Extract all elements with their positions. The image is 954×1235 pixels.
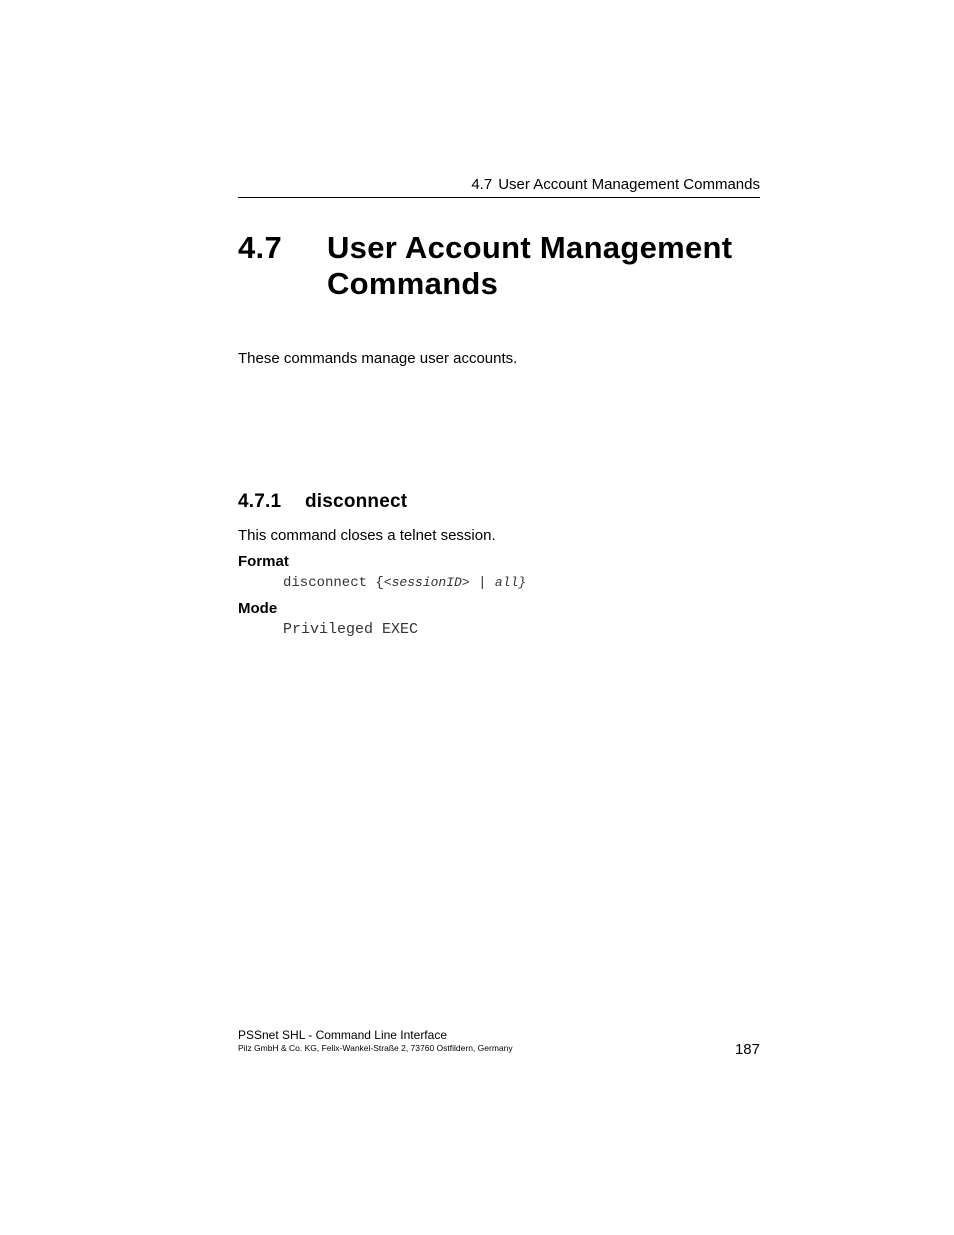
running-header [238, 175, 760, 194]
format-label: Format [238, 553, 289, 570]
chapter-title [327, 230, 767, 302]
running-header-section-number: 4.7 [471, 176, 493, 193]
section-description: This command closes a telnet session. [238, 527, 496, 544]
format-param-session-id: <sessionID> [383, 575, 470, 590]
footer-product-name: PSSnet SHL - Command Line Interface [238, 1028, 447, 1042]
section-number: 4.7.1 [238, 491, 282, 512]
running-header-section-title: User Account Management Commands [498, 176, 760, 193]
format-command: disconnect [283, 575, 368, 591]
header-divider [238, 197, 760, 198]
section-title: disconnect [305, 491, 408, 512]
mode-label: Mode [238, 600, 278, 617]
format-brace-open: { [375, 575, 384, 591]
format-param-all: all} [494, 575, 527, 590]
chapter-title-line-1: User Account Management [327, 230, 733, 265]
page-number: 187 [734, 1041, 760, 1058]
mode-value: Privileged EXEC [283, 621, 419, 638]
format-pipe: | [478, 575, 487, 591]
format-syntax [283, 574, 526, 592]
footer-address: Pilz GmbH & Co. KG, Felix-Wankel-Straße 2, 73760 Ostfildern, Germany [238, 1043, 513, 1053]
chapter-intro: These commands manage user accounts. [238, 350, 518, 367]
chapter-title-line-2: Commands [327, 266, 499, 301]
chapter-number: 4.7 [238, 230, 282, 265]
